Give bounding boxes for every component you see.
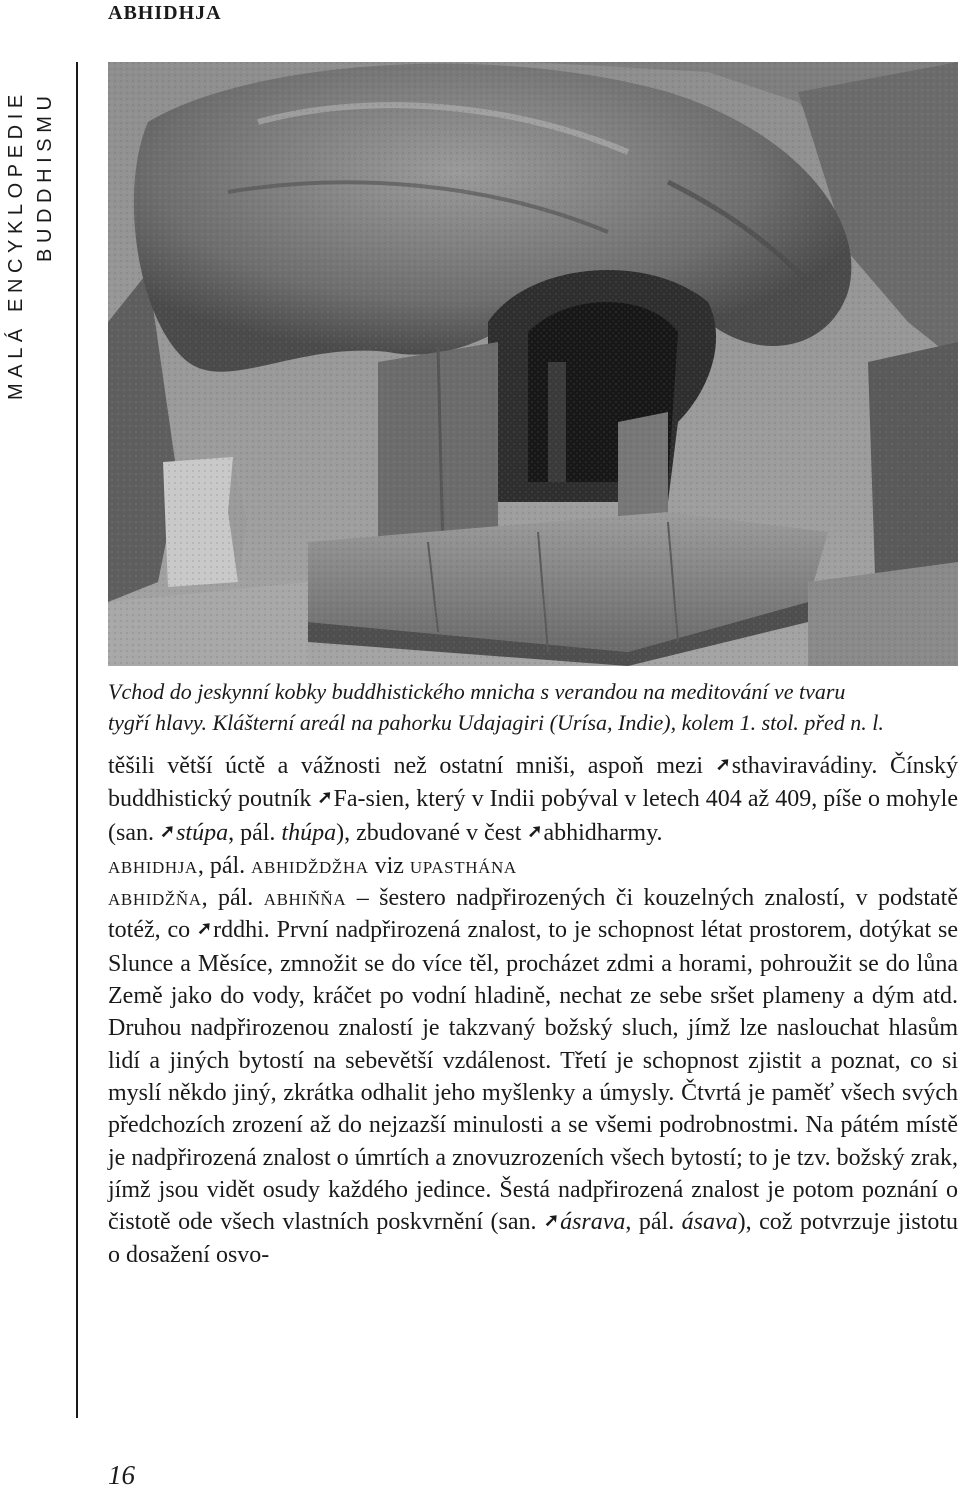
cross-reference-arrow-icon: ➚ [715,754,731,774]
side-title-line-2: BUDDHISMU [34,90,56,262]
cross-reference[interactable]: ásrava [560,1209,626,1236]
cross-reference-arrow-icon: ➚ [543,1210,560,1231]
figure-caption [108,676,948,738]
cross-reference[interactable]: Fa-sien, [333,786,411,813]
caption-line-2: tygří hlavy. Klášterní areál na pahorku Udajagiri (Urísa, Indie), kolem 1. stol. před n. l. [108,710,884,735]
cross-reference-arrow-icon: ➚ [527,820,543,841]
cross-reference-arrow-icon: ➚ [196,918,213,939]
entry-headword: abhidžňa [108,885,202,912]
side-title [0,0,80,420]
entry-abhidhja: abhidhja, pál. abhidždžha viz upasthána [108,852,517,879]
page-number: 16 [108,1460,135,1490]
cross-reference-arrow-icon: ➚ [159,820,176,841]
cross-reference-arrow-icon: ➚ [317,787,333,808]
cave-photograph [108,62,958,666]
side-title-line-1: MALÁ ENCYKLOPEDIE [5,89,27,400]
vertical-rule [76,62,78,1418]
article-body [108,750,958,1272]
cross-reference[interactable]: stúpa [176,819,229,846]
running-head: ABHIDHJA [108,2,222,24]
cross-reference[interactable]: abhidharmy. [543,819,663,846]
caption-line-1: Vchod do jeskynní kobky buddhistického mnicha s verandou na meditování ve tvaru [108,679,846,704]
paragraph-continuation: těšili větší úctě a vážnosti než ostatní mniši, aspoň mezi ➚sthaviravádiny. Čínský buddhistický poutník ➚Fa-sien, který v Indii pobýval v letech 404 až 409, píše o mohyle (san. ➚stúpa, pál. thúpa), zbudované v čest ➚abhidharmy. [108,750,958,850]
entry-abhidzna: abhidžňa, pál. abhiňňa – šestero nadpřirozených či kouzelných znalostí, v podstatě totéž, co ➚rddhi. První nadpřirozená znalost, to je schopnost létat prostorem, dotýkat se Slunce a Měsíce, zmnožit se do více těl, procházet zdmi a horami, pohroužit se do lůna Země jako do vody, kráčet po vodní hladině, nechat ze sebe sršet plameny a dým atd. Druhou nadpřirozenou znalostí je takzvaný božský sluch, jímž lze naslouchat hlasům lidí a jiných bytostí na sebevětší vzdálenost. Třetí je schopnost zjistit a poznat, co si myslí někdo jiný, zkrátka odhalit jeho myšlenky a úmysly. Čtvrtá je paměť všech svých předchozích zrození až do nejzazší minulosti a se všemi podrobnostmi. Na pátém místě je nadpřirozená znalost o úmrtích a znovuzrozeních všech bytostí; to je tzv. božský zrak, jímž jsou vidět osudy každého jedince. Šestá nadpřirozená znalost je potom poznání o čistotě ode všech vlastních poskvrnění (san. ➚ásrava, pál. ásava), což potvrzuje jistotu o dosažení osvo- [108,885,959,1269]
cross-reference[interactable]: rddhi. [213,917,270,944]
entry-headword: abhidhja [108,852,198,879]
cross-reference[interactable]: sthaviravádiny. [731,753,878,779]
see-reference[interactable]: upasthána [409,852,517,879]
